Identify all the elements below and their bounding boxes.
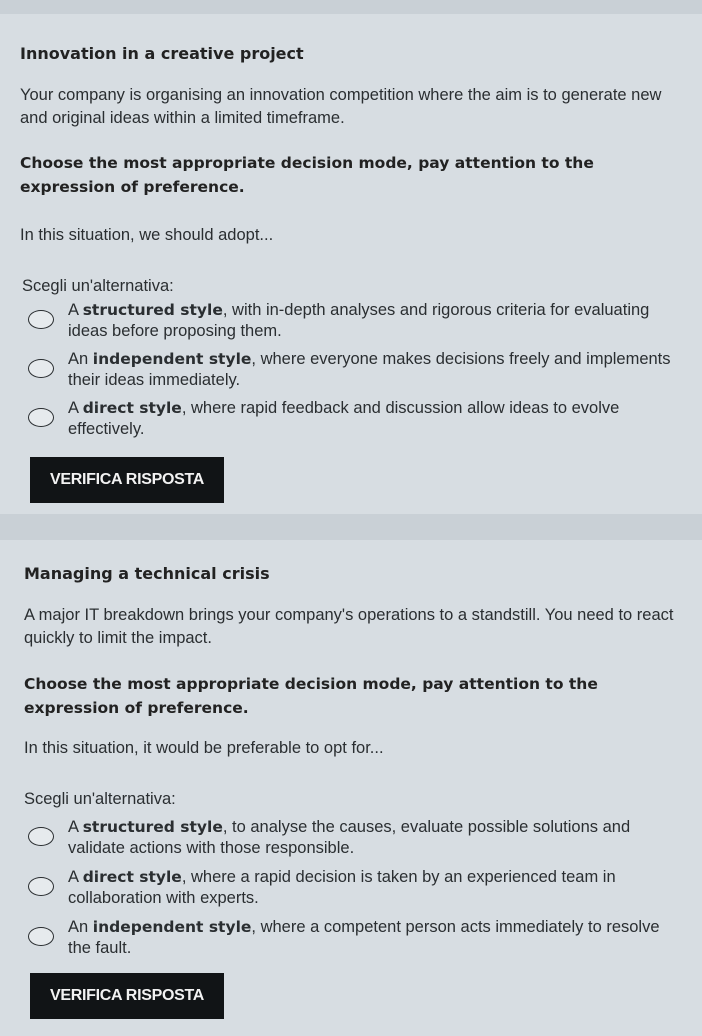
- radio-button[interactable]: [28, 927, 54, 946]
- answer-option[interactable]: [26, 917, 678, 963]
- answer-option[interactable]: [26, 349, 678, 395]
- radio-button[interactable]: [28, 310, 54, 329]
- radio-button[interactable]: [28, 827, 54, 846]
- scenario-text: Your company is organising an innovation competition where the aim is to generate new and original ideas within a limited timeframe.: [20, 86, 662, 127]
- option-label: A structured style, to analyse the causes, evaluate possible solutions and validate actions with those responsible.: [68, 818, 631, 857]
- question-title: Managing a technical crisis: [24, 564, 270, 583]
- verify-answer-button[interactable]: VERIFICA RISPOSTA: [30, 457, 224, 503]
- instruction-text: Choose the most appropriate decision mode, pay attention to the expression of preference.: [20, 154, 594, 196]
- option-label: An independent style, where a competent person acts immediately to resolve the fault.: [68, 918, 660, 957]
- question-card: [0, 14, 702, 514]
- answer-option[interactable]: [26, 398, 678, 444]
- option-label: An independent style, where everyone makes decisions freely and implements their ideas immediately.: [68, 350, 671, 389]
- answer-option[interactable]: [26, 300, 678, 346]
- choose-label: Scegli un'alternativa:: [22, 277, 174, 295]
- answer-option[interactable]: [26, 817, 678, 863]
- radio-button[interactable]: [28, 408, 54, 427]
- question-card: [0, 540, 702, 1036]
- option-label: A structured style, with in-depth analyses and rigorous criteria for evaluating ideas before proposing them.: [68, 301, 650, 340]
- lead-in-text: In this situation, it would be preferable to opt for...: [24, 739, 384, 757]
- verify-answer-button[interactable]: VERIFICA RISPOSTA: [30, 973, 224, 1019]
- radio-button[interactable]: [28, 359, 54, 378]
- choose-label: Scegli un'alternativa:: [24, 790, 176, 808]
- answer-option[interactable]: [26, 867, 678, 913]
- radio-button[interactable]: [28, 877, 54, 896]
- option-label: A direct style, where a rapid decision is taken by an experienced team in collaboration with experts.: [68, 868, 616, 907]
- lead-in-text: In this situation, we should adopt...: [20, 226, 274, 244]
- option-label: A direct style, where rapid feedback and discussion allow ideas to evolve effectively.: [68, 399, 620, 438]
- instruction-text: Choose the most appropriate decision mode, pay attention to the expression of preference.: [24, 675, 598, 717]
- question-title: Innovation in a creative project: [20, 44, 304, 63]
- scenario-text: A major IT breakdown brings your company's operations to a standstill. You need to react quickly to limit the impact.: [24, 606, 674, 647]
